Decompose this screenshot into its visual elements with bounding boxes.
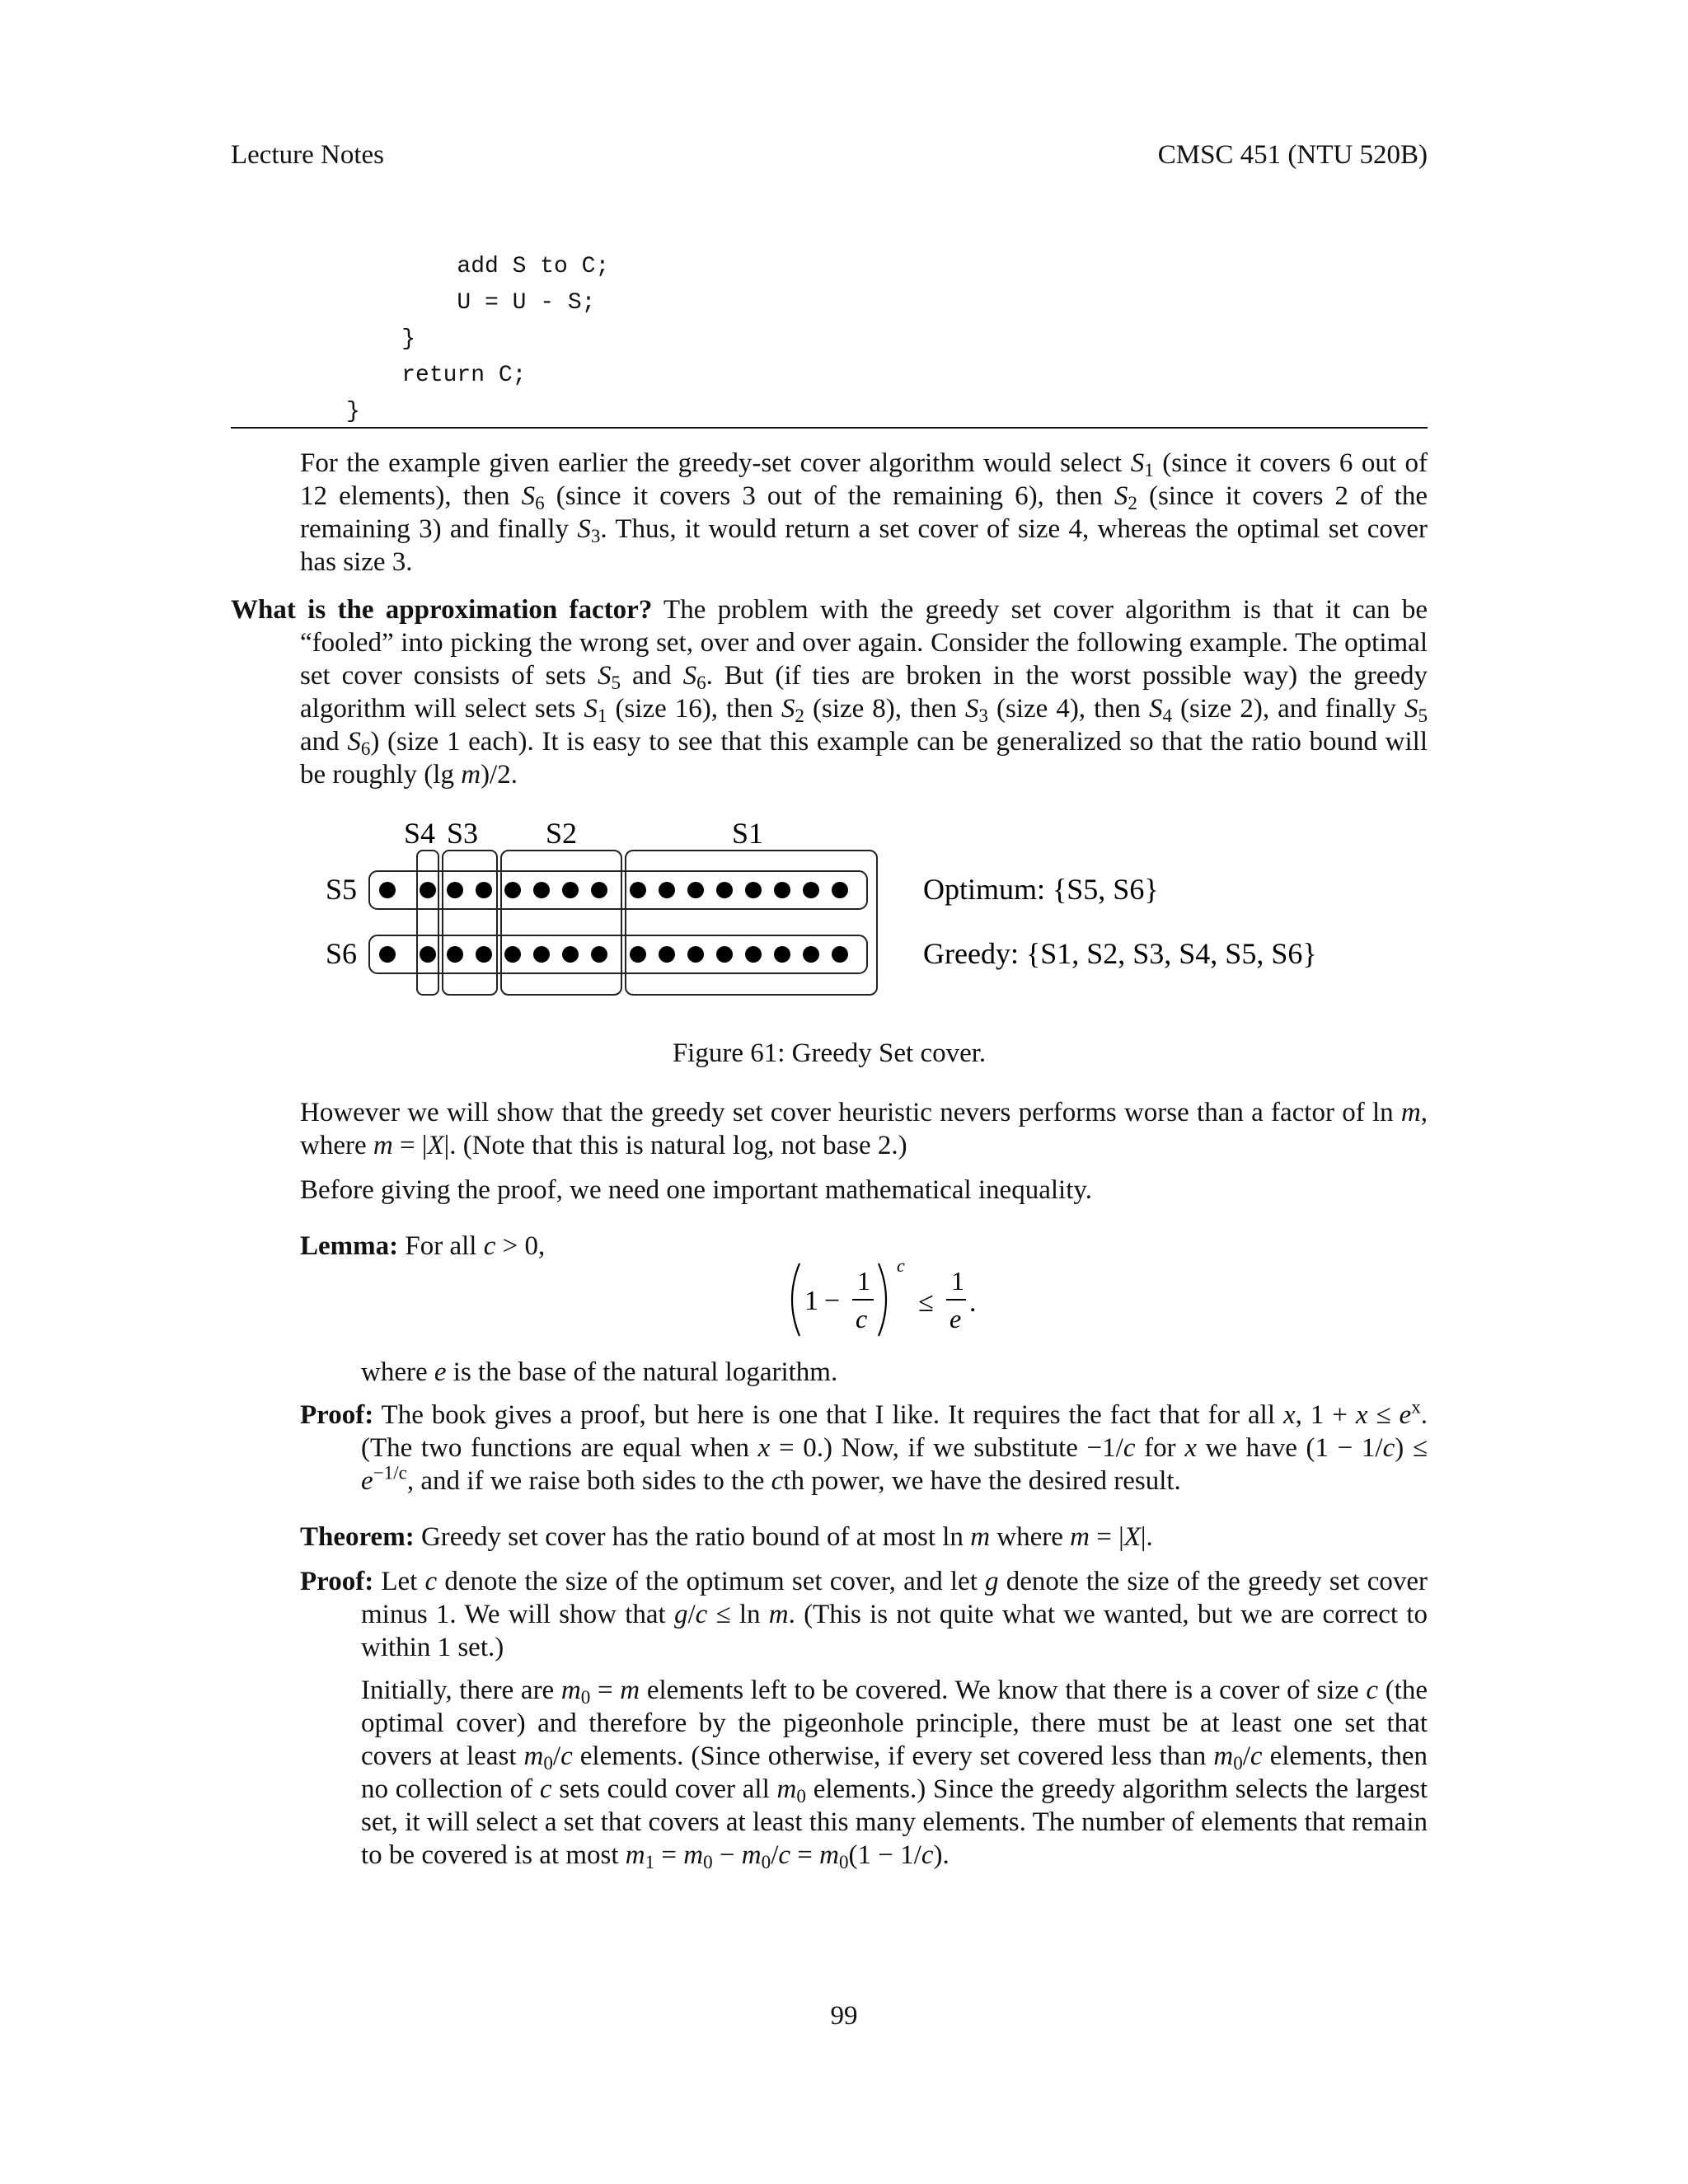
figure-caption: Figure 61: Greedy Set cover. <box>672 1038 987 1068</box>
approximation-text: The problem with the greedy set cover algorithm is that it can be “fooled” into picking the wrong set, over and over again. Consider the following example. The optimal set cover consists of sets $S_5$ and $S_6$. But (if ties are broken in the worst possible way) the greedy algorithm will select sets $S_1$ (size 16), then $S_2$ (size 8), then $S_3$ (size 4), then $S_4$ (size 2), and finally $S_5$ and $S_6$) (size 1 each). It is easy to see that this example can be generalized so that the ratio bound will be roughly (lg m)/2. <box>300 595 1428 790</box>
proof-theorem-text: Let c denote the size of the optimum set cover, and let g denote the size of the greedy set cover minus 1. We will show that g/c ≤ ln m. (This is not quite what we wanted, but we are correct to within 1 set.) <box>361 1567 1428 1662</box>
theorem-text: Greedy set cover has the ratio bound of at most ln m where m = |X|. <box>414 1522 1153 1552</box>
text-block-2 <box>231 1037 1428 1263</box>
element-dot <box>832 882 848 898</box>
paragraph-bound: However we will show that the greedy set cover heuristic nevers performs worse than a factor of ln m, where m = |X|. (Note that this is natural log, not base 2.) <box>300 1098 1428 1160</box>
theorem-statement <box>300 1521 1428 1554</box>
formula-den: c <box>856 1304 868 1333</box>
formula-one: 1 <box>804 1286 818 1316</box>
greedy-label: Greedy: {S1, S2, S3, S4, S5, S6} <box>923 937 1317 970</box>
code-line: add S to C; <box>346 254 610 279</box>
code-block <box>346 249 609 430</box>
formula-rnum: 1 <box>951 1266 964 1296</box>
element-dot <box>774 946 790 963</box>
page-number: 99 <box>830 2001 858 2031</box>
paragraph-approximation <box>231 593 1428 791</box>
element-dot <box>379 882 396 898</box>
element-dot <box>379 946 396 963</box>
element-dot <box>504 946 521 963</box>
proof-label: Proof: <box>300 1400 374 1430</box>
proof-label-2: Proof: <box>300 1567 374 1596</box>
label-s6: S6 <box>326 937 358 970</box>
element-dot <box>659 882 675 898</box>
element-dot <box>447 882 463 898</box>
text-block-3 <box>231 1356 1428 1872</box>
code-line: } <box>346 326 416 352</box>
element-dots <box>379 882 848 963</box>
proof-theorem-continued: Initially, there are $m_0 = m$ elements left to be covered. We know that there is a cover of size c (the optimal cover) and therefore by the pigeonhole principle, there must be at least one set that covers at least $m_0/c$ elements. (Since otherwise, if every set covered less than $m_0/c$ elements, then no collection of c sets could cover all $m_0$ elements.) Since the greedy algorithm selects the largest set, it will select a set that covers at least this many elements. The number of elements that remain to be covered is at most $m_1 = m_0 - m_0/c = m_0(1 - 1/c)$. <box>361 1675 1428 1872</box>
formula-minus: − <box>824 1286 841 1316</box>
element-dot <box>745 946 762 963</box>
lemma-formula <box>783 1257 997 1347</box>
element-dot <box>562 882 579 898</box>
formula-dot: . <box>969 1287 977 1318</box>
formula-rden: e <box>950 1304 962 1333</box>
label-s2: S2 <box>546 817 578 850</box>
paragraph-example: For the example given earlier the greedy-set cover algorithm would select $S_1$ (since it covers 6 out of 12 elements), then $S_6$ (since it covers 3 out of the remaining 6), then $S_2$ (since it covers 2 of the remaining 3) and finally $S_3$. Thus, it would return a set cover of size 4, whereas the optimal set cover has size 3. <box>300 448 1428 577</box>
element-dot <box>562 946 579 963</box>
element-dot <box>832 946 848 963</box>
optimum-label: Optimum: {S5, S6} <box>923 873 1159 906</box>
element-dot <box>716 882 733 898</box>
code-line: return C; <box>346 363 527 388</box>
element-dot <box>420 946 436 963</box>
element-dot <box>591 946 607 963</box>
label-s3: S3 <box>447 817 479 850</box>
element-dot <box>591 882 607 898</box>
element-dot <box>476 882 492 898</box>
element-dot <box>687 882 704 898</box>
code-line: } <box>346 399 360 424</box>
element-dot <box>420 882 436 898</box>
element-dot <box>630 882 646 898</box>
element-dot <box>504 882 521 898</box>
header-left: Lecture Notes <box>231 140 384 170</box>
approximation-heading: What is the approximation factor? <box>231 595 653 625</box>
theorem-label: Theorem: <box>300 1522 415 1552</box>
element-dot <box>476 946 492 963</box>
text-block-1 <box>231 447 1428 791</box>
right-paren <box>879 1263 886 1336</box>
label-s5: S5 <box>326 873 358 906</box>
formula-exp: c <box>897 1255 905 1276</box>
element-dot <box>716 946 733 963</box>
set-s5-outline <box>369 871 867 909</box>
element-dot <box>803 946 819 963</box>
formula-leq: ≤ <box>918 1287 934 1318</box>
header-right: CMSC 451 (NTU 520B) <box>1157 140 1428 170</box>
element-dot <box>659 946 675 963</box>
lemma-after: where e is the base of the natural logarithm. <box>361 1357 838 1387</box>
proof-lemma-text: The book gives a proof, but here is one that I like. It requires the fact that for all x, $1 + x \le e^x$. (The two functions are equal when x = 0.) Now, if we substitute −1/c for x we have $(1 - 1/c) \le e^{-1/c}$, and if we raise both sides to the cth power, we have the desired result. <box>361 1395 1428 1496</box>
lemma-label: Lemma: <box>300 1231 399 1261</box>
proof-theorem <box>300 1565 1428 1664</box>
paragraph-before-proof: Before giving the proof, we need one important mathematical inequality. <box>300 1175 1092 1205</box>
element-dot <box>447 946 463 963</box>
element-dot <box>774 882 790 898</box>
code-line: U = U - S; <box>346 290 596 316</box>
formula-num: 1 <box>857 1266 870 1296</box>
element-dot <box>630 946 646 963</box>
label-s4: S4 <box>404 817 436 850</box>
left-paren <box>792 1263 799 1336</box>
element-dot <box>533 882 550 898</box>
element-dot <box>533 946 550 963</box>
horizontal-rule <box>231 427 1428 429</box>
element-dot <box>745 882 762 898</box>
label-s1: S1 <box>732 817 764 850</box>
lemma-text: For all c > 0, <box>398 1231 546 1261</box>
element-dot <box>687 946 704 963</box>
set-s6-outline <box>369 935 867 973</box>
element-dot <box>803 882 819 898</box>
proof-lemma <box>300 1395 1428 1497</box>
greedy-set-cover-figure <box>313 817 1317 1010</box>
